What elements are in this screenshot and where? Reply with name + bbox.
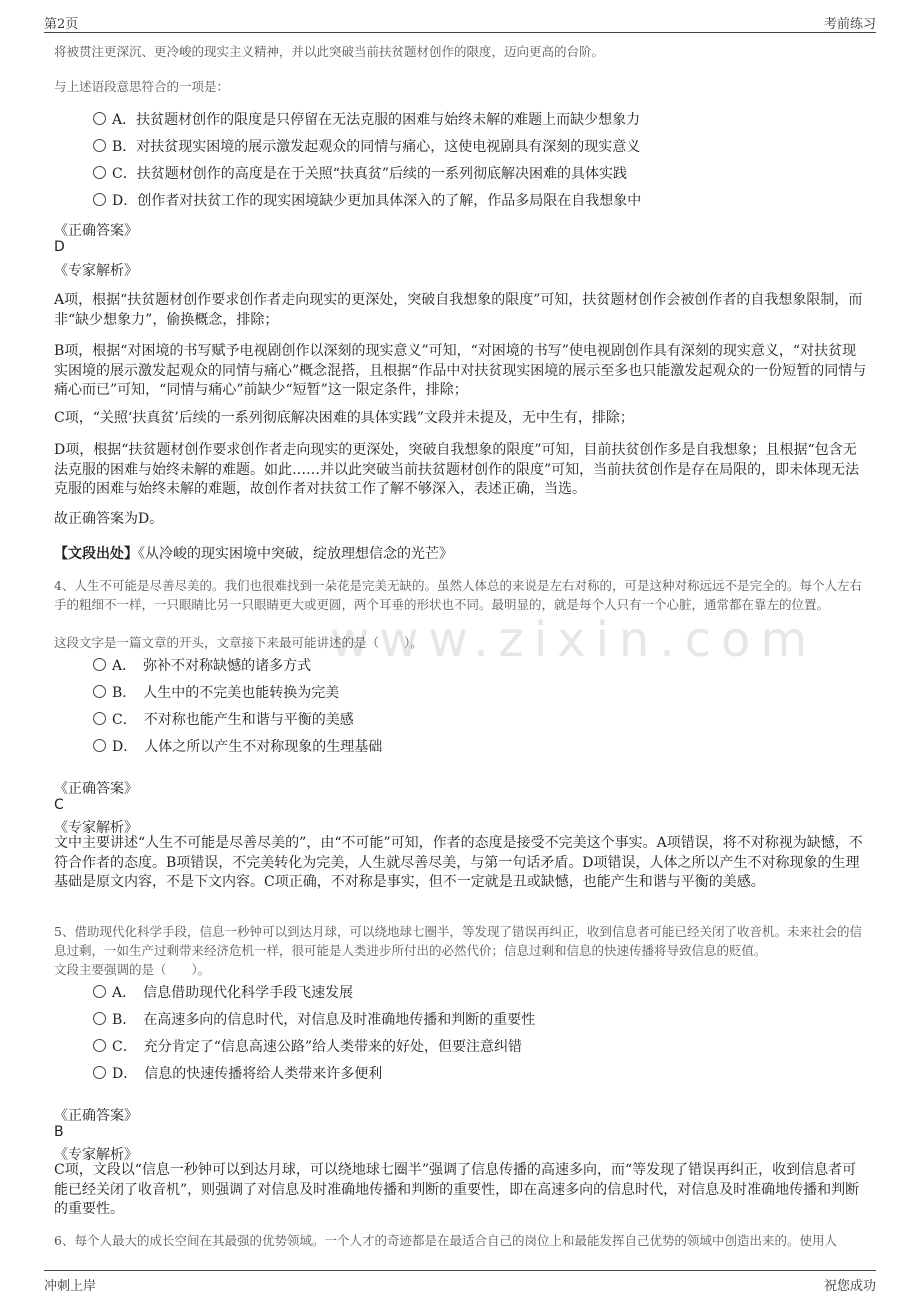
radio-icon[interactable] — [93, 112, 106, 125]
q6-passage: 6、每个人最大的成长空间在其最强的优势领域。一个人才的奇迹都是在最适合自己的岗位上和最能发挥自己优势的领域中创造出来的。使用人 — [54, 1233, 837, 1248]
q4-answer: C — [54, 797, 64, 813]
q5-option-a[interactable] — [93, 983, 853, 1003]
option-text: C．扶贫题材创作的高度是在于关照“扶真贫”后续的一系列彻底解决困难的具体实践 — [112, 166, 628, 182]
q3-stem: 与上述语段意思符合的一项是： — [54, 79, 230, 94]
q3-conclusion: 故正确答案为D。 — [54, 511, 164, 527]
q5-passage: 5、借助现代化科学手段，信息一秒钟可以到达月球，可以绕地球七圈半，等发现了错误再纠正，收到信息者可能已经关闭了收音机。未来社会的信息过剩，一如生产过剩带来经济危机一样，很可能是人类进步所付出的必然代价；信息过剩和信息的快速传播将导致信息的贬值。 — [54, 924, 862, 958]
option-text: D． 信息的快速传播将给人类带来许多便利 — [112, 1066, 383, 1082]
q5-stem: 文段主要强调的是（ ）。 — [54, 962, 211, 977]
q3-option-a[interactable] — [93, 110, 853, 130]
page-number: 第2页 — [44, 17, 79, 32]
radio-icon[interactable] — [93, 1066, 106, 1079]
watermark: www.zixin.com — [330, 612, 818, 668]
option-text: B． 人生中的不完美也能转换为完美 — [112, 685, 340, 701]
source-title: 《从冷峻的现实困境中突破，绽放理想信念的光芒》 — [138, 546, 453, 562]
q5-option-b[interactable] — [93, 1010, 853, 1030]
q3-analysis-a: A项，根据“扶贫题材创作要求创作者走向现实的更深处，突破自我想象的限度”可知，扶贫题材创作会被创作者的自我想象限制，而非“缺少想象力”，偷换概念，排除； — [54, 292, 863, 328]
option-text: A． 弥补不对称缺憾的诸多方式 — [112, 658, 312, 674]
q5-answer-label: 《正确答案》 — [54, 1108, 138, 1124]
q5-option-d[interactable] — [93, 1064, 853, 1084]
radio-icon[interactable] — [93, 1039, 106, 1052]
q4-passage: 4、人生不可能是尽善尽美的。我们也很难找到一朵花是完美无缺的。虽然人体总的来说是左右对称的，可是这种对称远远不是完全的。每个人左右手的粗细不一样，一只眼睛比另一只眼睛更大或更圆，两个耳垂的形状也不同。最明显的，就是每个人只有一个心脏，通常都在靠左的位置。 — [54, 578, 862, 612]
footer-right: 祝您成功 — [823, 1279, 876, 1294]
q5-analysis-label: 《专家解析》 — [54, 1147, 138, 1163]
q3-option-d[interactable] — [93, 191, 853, 211]
page-footer — [44, 1270, 876, 1295]
page-header — [44, 10, 876, 33]
q3-option-c[interactable] — [93, 164, 853, 184]
q3-analysis-label: 《专家解析》 — [54, 263, 138, 279]
q3-analysis-b: B项，根据“对困境的书写赋予电视剧创作以深刻的现实意义”可知，“对困境的书写”使电视剧创作具有深刻的现实意义，“对扶贫现实困境的展示激发起观众的同情与痛心”概念混搭，且根据“作品中对扶贫现实困境的展示至多也只能激发起观众的一份短暂的同情与痛心而已”可知，“同情与痛心”前缺少“短暂”这一限定条件，排除； — [54, 343, 867, 398]
option-text: A．扶贫题材创作的限度是只停留在无法克服的困难与始终未解的难题上而缺少想象力 — [112, 112, 641, 128]
radio-icon[interactable] — [93, 685, 106, 698]
radio-icon[interactable] — [93, 712, 106, 725]
option-text: B． 在高速多向的信息时代，对信息及时准确地传播和判断的重要性 — [112, 1012, 536, 1028]
option-text: A． 信息借助现代化科学手段飞速发展 — [112, 985, 354, 1001]
q5-option-c[interactable] — [93, 1037, 853, 1057]
q5-analysis: C项，文段以“信息一秒钟可以到达月球，可以绕地球七圈半”强调了信息传播的高速多向，而“等发现了错误再纠正，收到信息者可能已经关闭了收音机”，则强调了对信息及时准确地传播和判断的重要性，即在高速多向的信息时代，对信息及时准确地传播和判断的重要性。 — [54, 1162, 860, 1217]
option-text: D．创作者对扶贫工作的现实困境缺少更加具体深入的了解，作品多局限在自我想象中 — [112, 193, 642, 209]
footer-left: 冲刺上岸 — [44, 1279, 97, 1294]
q4-option-b[interactable] — [93, 683, 853, 703]
option-text: B．对扶贫现实困境的展示激发起观众的同情与痛心，这使电视剧具有深刻的现实意义 — [112, 139, 641, 155]
q4-analysis-label: 《专家解析》 — [54, 820, 138, 836]
q3-passage-end: 将被贯注更深沉、更冷峻的现实主义精神，并以此突破当前扶贫题材创作的限度，迈向更高的台阶。 — [54, 44, 605, 59]
option-text: D． 人体之所以产生不对称现象的生理基础 — [112, 739, 383, 755]
q3-analysis-d: D项，根据“扶贫题材创作要求创作者走向现实的更深处，突破自我想象的限度”可知，目前扶贫创作多是自我想象；且根据“包含无法克服的困难与始终未解的难题。如此……并以此突破当前扶贫题材创作的限度”可知，当前扶贫创作是存在局限的，即未体现无法克服的困难与始终未解的难题，故创作者对扶贫工作了解不够深入，表述正确，当选。 — [54, 442, 860, 497]
option-text: C． 充分肯定了“信息高速公路”给人类带来的好处，但要注意纠错 — [112, 1039, 523, 1055]
source-label: 【文段出处】 — [54, 546, 138, 562]
q3-option-b[interactable] — [93, 137, 853, 157]
q5-answer: B — [54, 1124, 64, 1140]
q4-analysis: 文中主要讲述“人生不可能是尽善尽美的”，由“不可能”可知，作者的态度是接受不完美这个事实。A项错误，将不对称视为缺憾，不符合作者的态度。B项错误，不完美转化为完美，人生就尽善尽美，与第一句话矛盾。D项错误，人体之所以产生不对称现象的生理基础是原文内容，不是下文内容。C项正确，不对称是事实，但不一定就是丑或缺憾，也能产生和谐与平衡的美感。 — [54, 835, 863, 890]
radio-icon[interactable] — [93, 139, 106, 152]
q4-answer-label: 《正确答案》 — [54, 781, 138, 797]
q3-answer-label: 《正确答案》 — [54, 223, 138, 239]
radio-icon[interactable] — [93, 166, 106, 179]
radio-icon[interactable] — [93, 739, 106, 752]
radio-icon[interactable] — [93, 658, 106, 671]
q3-analysis-c: C项，“关照‘扶真贫’后续的一系列彻底解决困难的具体实践”文段并未提及，无中生有，排除； — [54, 410, 634, 426]
q4-option-d[interactable] — [93, 737, 853, 757]
q4-option-a[interactable] — [93, 656, 853, 676]
q3-answer: D — [54, 239, 65, 255]
radio-icon[interactable] — [93, 1012, 106, 1025]
radio-icon[interactable] — [93, 985, 106, 998]
q4-stem: 这段文字是一篇文章的开头，文章接下来最可能讲述的是（ ）。 — [54, 635, 423, 650]
radio-icon[interactable] — [93, 193, 106, 206]
q3-source — [54, 543, 453, 563]
q4-option-c[interactable] — [93, 710, 853, 730]
option-text: C． 不对称也能产生和谐与平衡的美感 — [112, 712, 354, 728]
header-title: 考前练习 — [823, 17, 876, 32]
